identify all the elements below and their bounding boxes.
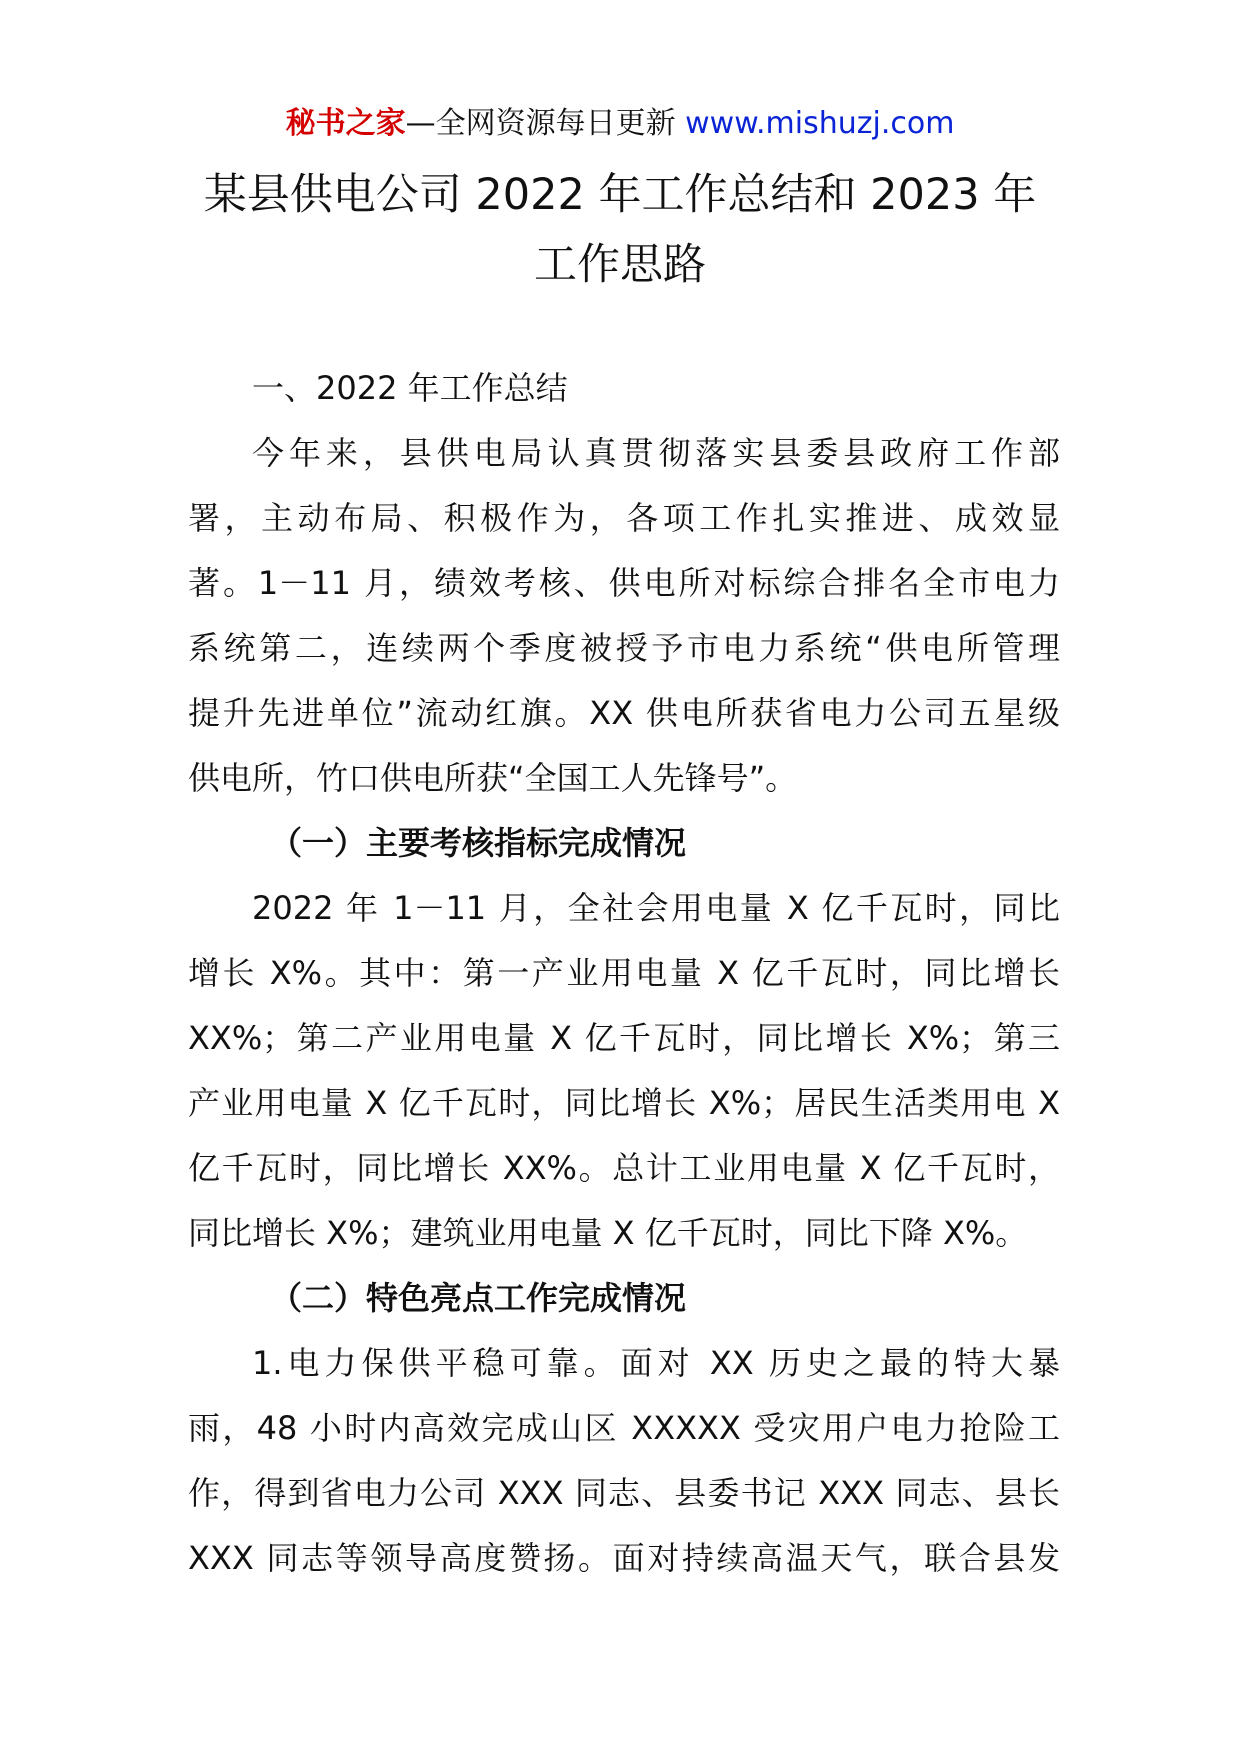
site-brand: 秘书之家 xyxy=(285,106,406,141)
title-line-2: 工作思路 xyxy=(534,240,706,290)
paragraph-line: 系统第二，连续两个季度被授予市电力系统“供电所管理 xyxy=(188,629,1060,667)
subsection-heading: （一）主要考核指标完成情况 xyxy=(270,824,687,862)
document-body xyxy=(188,356,1060,1591)
paragraph-line: 产业用电量 X 亿千瓦时，同比增长 X%；居民生活类用电 X xyxy=(188,1084,1060,1122)
paragraph-line: 今年来，县供电局认真贯彻落实县委县政府工作部 xyxy=(252,434,1060,472)
paragraph-line: 提升先进单位”流动红旗。XX 供电所获省电力公司五星级 xyxy=(188,694,1060,732)
paragraph-line: 著。1－11 月，绩效考核、供电所对标综合排名全市电力 xyxy=(188,564,1060,602)
section-heading: 一、2022 年工作总结 xyxy=(252,369,568,407)
paragraph-line: 作，得到省电力公司 XXX 同志、县委书记 XXX 同志、县长 xyxy=(188,1474,1060,1512)
paragraph-line: 供电所，竹口供电所获“全国工人先锋号”。 xyxy=(188,759,798,797)
title-line-1: 某县供电公司 2022 年工作总结和 2023 年 xyxy=(203,170,1037,220)
paragraph-line: 1.电力保供平稳可靠。面对 XX 历史之最的特大暴 xyxy=(252,1344,1060,1382)
paragraph-line: XX%；第二产业用电量 X 亿千瓦时，同比增长 X%；第三 xyxy=(188,1019,1060,1057)
site-url-link[interactable]: www.mishuzj.com xyxy=(685,106,955,141)
site-header xyxy=(0,104,1240,144)
paragraph-line: XXX 同志等领导高度赞扬。面对持续高温天气，联合县发 xyxy=(188,1539,1060,1577)
site-tagline: —全网资源每日更新 xyxy=(405,106,686,141)
paragraph-line: 同比增长 X%；建筑业用电量 X 亿千瓦时，同比下降 X%。 xyxy=(188,1214,1028,1252)
paragraph-line: 雨，48 小时内高效完成山区 XXXXX 受灾用户电力抢险工 xyxy=(188,1409,1060,1447)
paragraph-line: 2022 年 1－11 月，全社会用电量 X 亿千瓦时，同比 xyxy=(252,889,1060,927)
paragraph-line: 增长 X%。其中：第一产业用电量 X 亿千瓦时，同比增长 xyxy=(188,954,1060,992)
paragraph-line: 署，主动布局、积极作为，各项工作扎实推进、成效显 xyxy=(188,499,1060,537)
document-title xyxy=(0,160,1240,300)
paragraph-line: 亿千瓦时，同比增长 XX%。总计工业用电量 X 亿千瓦时， xyxy=(188,1149,1060,1187)
subsection-heading: （二）特色亮点工作完成情况 xyxy=(270,1279,687,1317)
